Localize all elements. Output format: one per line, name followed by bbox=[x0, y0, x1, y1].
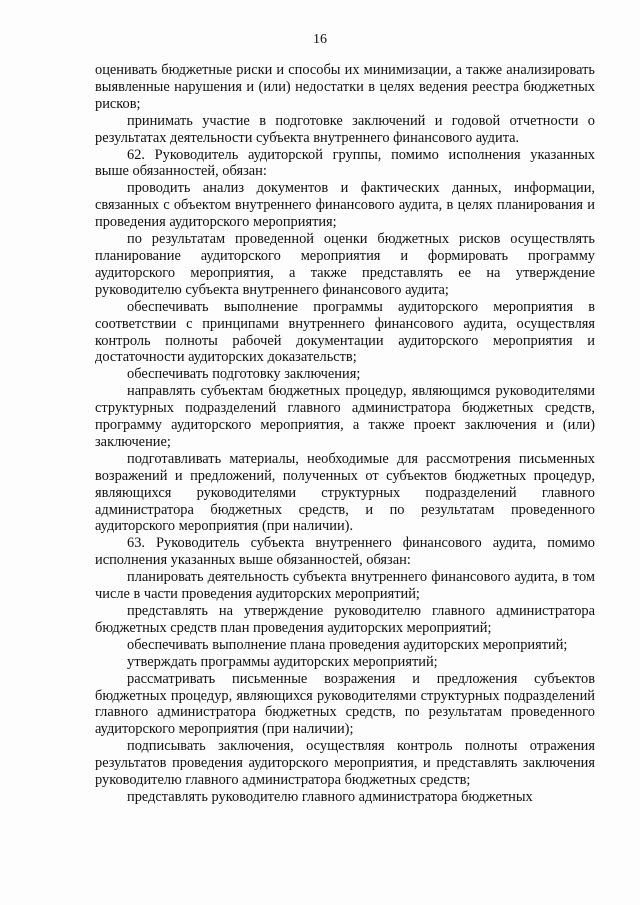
paragraph: подготавливать материалы, необходимые для рассмотрения письменных возражений и предложений, полученных от субъектов бюджетных процедур, являющихся руководителями структурных подразделений главного администратора бюджетных средств, и по результатам проведенного аудиторского мероприятия (при наличии). bbox=[95, 450, 595, 535]
paragraph: по результатам проведенной оценки бюджетных рисков осуществлять планирование аудиторского мероприятия и формировать программу аудиторского мероприятия, а также представлять ее на утверждение руководителю субъекта внутреннего финансового аудита; bbox=[95, 231, 595, 298]
paragraph: проводить анализ документов и фактических данных, информации, связанных с объектом внутреннего финансового аудита, в целях планирования и проведения аудиторского мероприятия; bbox=[95, 180, 595, 231]
paragraph: обеспечивать подготовку заключения; bbox=[127, 366, 361, 383]
paragraph: оценивать бюджетные риски и способы их минимизации, а также анализировать выявленные нарушения и (или) недостатки в целях ведения реестра бюджетных рисков; bbox=[95, 62, 595, 112]
paragraph: направлять субъектам бюджетных процедур, являющимся руководителями структурных подразделений главного администратора бюджетных средств, программу аудиторского мероприятия, а также проект заключения и (или) заключение; bbox=[95, 383, 595, 450]
paragraph: 63. Руководитель субъекта внутреннего финансового аудита, помимо исполнения указанных выше обязанностей, обязан: bbox=[95, 535, 595, 569]
paragraph: утверждать программы аудиторских мероприятий; bbox=[127, 653, 438, 670]
paragraph: планировать деятельность субъекта внутреннего финансового аудита, в том числе в части проведения аудиторских мероприятий; bbox=[95, 569, 595, 603]
paragraph: обеспечивать выполнение программы аудиторского мероприятия в соответствии с принципами внутреннего финансового аудита, осуществляя контроль полноты рабочей документации аудиторского мероприятия и достаточности аудиторских доказательств; bbox=[95, 298, 595, 366]
document-body bbox=[95, 62, 595, 806]
paragraph: обеспечивать выполнение плана проведения аудиторских мероприятий; bbox=[127, 636, 568, 653]
paragraph: рассматривать письменные возражения и предложения субъектов бюджетных процедур, являющихся руководителями структурных подразделений главного администратора бюджетных средств, по результатам проведенного аудиторского мероприятия (при наличии); bbox=[95, 670, 595, 738]
paragraph: представлять руководителю главного администратора бюджетных bbox=[127, 788, 533, 805]
paragraph: подписывать заключения, осуществляя контроль полноты отражения результатов проведения аудиторского мероприятия, и представлять заключения руководителю главного администратора бюджетных средств; bbox=[95, 738, 595, 789]
paragraph: представлять на утверждение руководителю главного администратора бюджетных средств план проведения аудиторских мероприятий; bbox=[95, 603, 595, 636]
paragraph: 62. Руководитель аудиторской группы, помимо исполнения указанных выше обязанностей, обязан: bbox=[95, 146, 595, 180]
page-number: 16 bbox=[313, 32, 327, 47]
paragraph: принимать участие в подготовке заключений и годовой отчетности о результатах деятельности субъекта внутреннего финансового аудита. bbox=[95, 112, 595, 146]
